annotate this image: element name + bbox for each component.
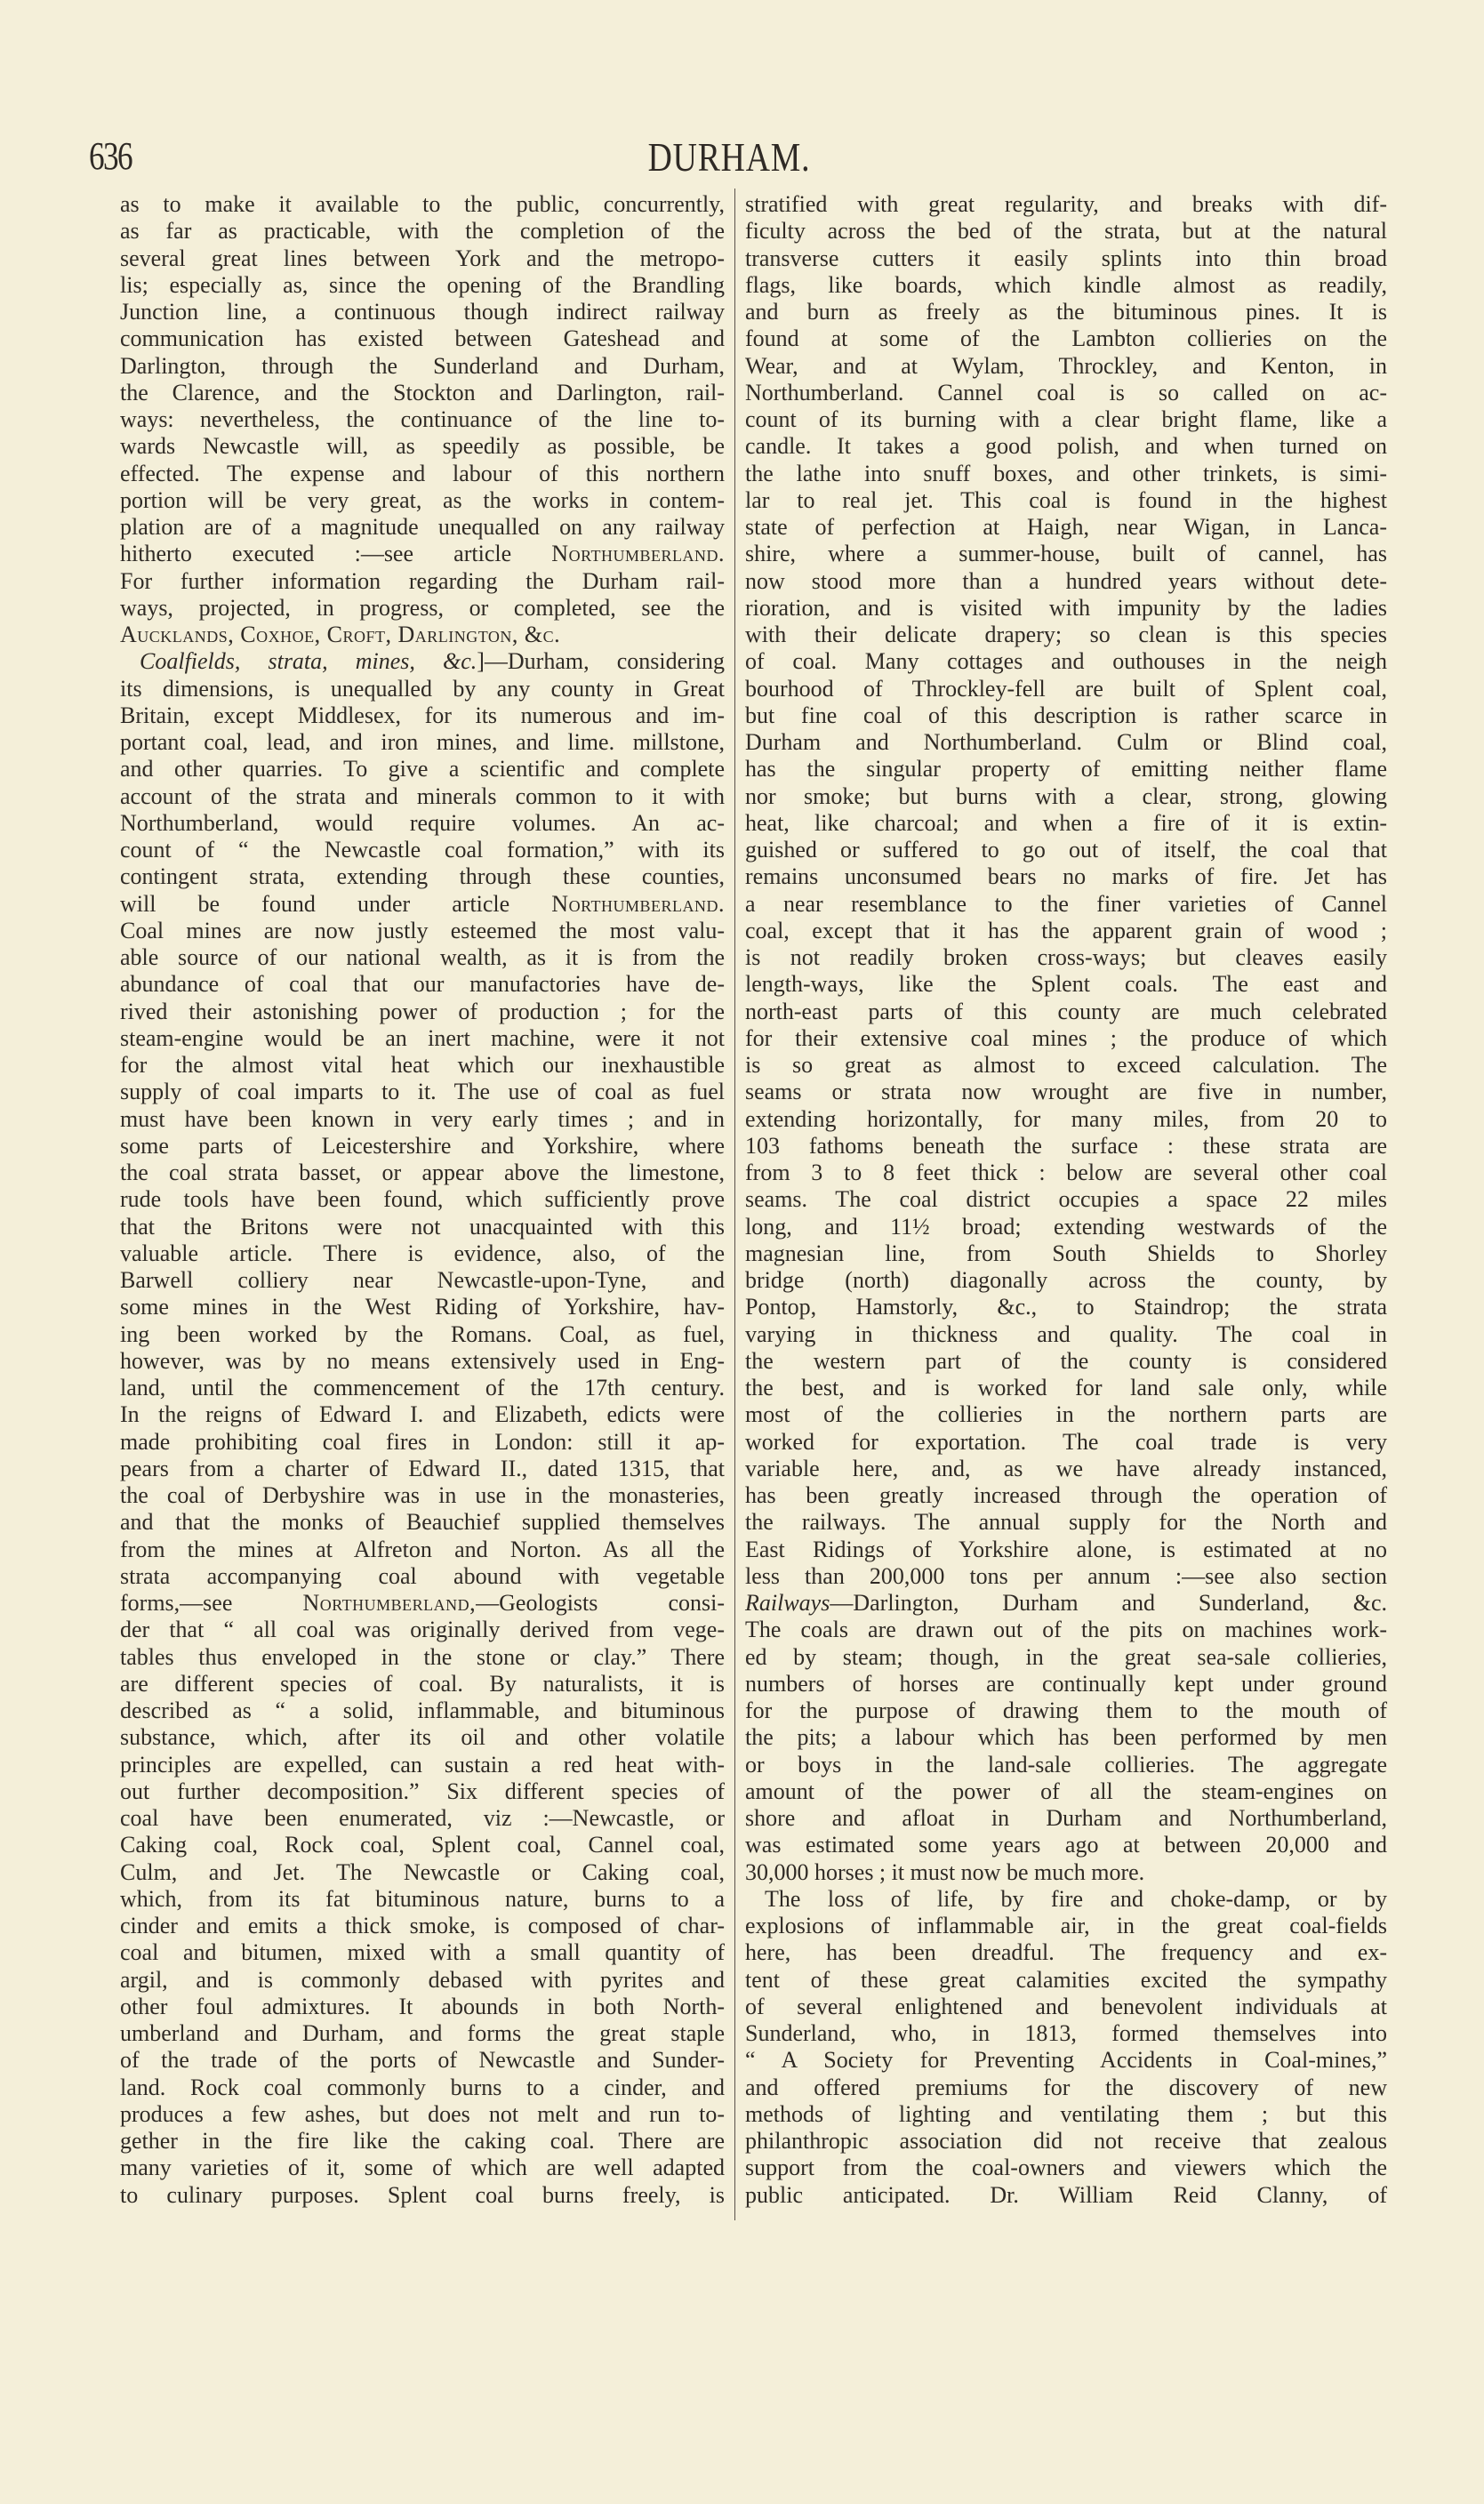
text-line: steam-engine would be an inert machine, were it not bbox=[120, 1024, 725, 1051]
text-line: Darlington, through the Sunderland and Durham, bbox=[120, 352, 725, 379]
text-line: rioration, and is visited with impunity by the ladies bbox=[745, 594, 1387, 621]
text-line: less than 200,000 tons per annum :—see also section bbox=[745, 1562, 1387, 1589]
text-line: “ A Society for Preventing Accidents in Coal-mines,” bbox=[745, 2047, 1387, 2074]
text-span: —Geologists consi- bbox=[476, 1590, 726, 1616]
text-line: The coals are drawn out of the pits on machines work- bbox=[745, 1617, 1387, 1643]
text-line: extending horizontally, for many miles, from 20 to bbox=[745, 1105, 1387, 1132]
text-line: ways, projected, in progress, or completed, see the bbox=[120, 594, 725, 621]
text-line: several great lines between York and the metropo- bbox=[120, 245, 725, 271]
text-line: here, has been dreadful. The frequency and ex- bbox=[745, 1939, 1387, 1966]
text-line: count of its burning with a clear bright flame, like a bbox=[745, 406, 1387, 432]
text-line: variable here, and, as we have already instanced, bbox=[745, 1455, 1387, 1481]
text-line: out further decomposition.” Six different species of bbox=[120, 1778, 725, 1804]
text-line: the western part of the county is considered bbox=[745, 1347, 1387, 1374]
text-line: cinder and emits a thick smoke, is composed of char- bbox=[120, 1913, 725, 1938]
text-line: effected. The expense and labour of this northern bbox=[120, 460, 725, 486]
text-line: gether in the fire like the caking coal. There are bbox=[120, 2128, 725, 2154]
text-line: lar to real jet. This coal is found in the highest bbox=[745, 486, 1387, 513]
text-line: was estimated some years ago at between 20,000 and bbox=[745, 1832, 1387, 1858]
text-column-right bbox=[745, 191, 1387, 2209]
running-head: DURHAM. bbox=[647, 134, 811, 180]
text-line: bourhood of Throckley-fell are built of Splent coal, bbox=[745, 675, 1387, 702]
text-line: principles are expelled, can sustain a red heat with- bbox=[120, 1751, 725, 1778]
text-line: but fine coal of this description is rather scarce in bbox=[745, 702, 1387, 728]
text-line: stratified with great regularity, and breaks with dif- bbox=[745, 191, 1387, 217]
text-line bbox=[120, 891, 725, 918]
text-line bbox=[745, 1859, 1387, 1886]
text-line: philanthropic association did not receive that zealous bbox=[745, 2128, 1387, 2154]
text-line: Caking coal, Rock coal, Splent coal, Cannel coal, bbox=[120, 1832, 725, 1858]
text-line: of the trade of the ports of Newcastle and Sunder- bbox=[120, 2047, 725, 2074]
text-line: 103 fathoms beneath the surface : these strata are bbox=[745, 1132, 1387, 1159]
text-column-left bbox=[120, 191, 725, 2209]
text-line: that the Britons were not unacquainted with this bbox=[120, 1213, 725, 1240]
text-line: Northumberland. Cannel coal is so called on ac- bbox=[745, 379, 1387, 405]
text-line: long, and 11½ broad; extending westwards of the bbox=[745, 1213, 1387, 1240]
text-line: support from the coal-owners and viewers which the bbox=[745, 2155, 1387, 2181]
text-line: or boys in the land-sale collieries. The aggregate bbox=[745, 1751, 1387, 1778]
text-line: a near resemblance to the finer varieties of Cannel bbox=[745, 890, 1387, 917]
text-line: remains unconsumed bears no marks of fire. Jet has bbox=[745, 863, 1387, 890]
text-span: ]—Durham, considering bbox=[477, 648, 725, 675]
text-line: from the mines at Alfreton and Norton. As all the bbox=[120, 1536, 725, 1562]
text-line: other foul admixtures. It abounds in both North- bbox=[120, 1993, 725, 2019]
text-line: rude tools have been found, which sufficiently prove bbox=[120, 1186, 725, 1213]
text-line: shire, where a summer-house, built of cannel, has bbox=[745, 541, 1387, 567]
column-divider bbox=[734, 189, 735, 2220]
text-line: is not readily broken cross-ways; but cleaves easily bbox=[745, 944, 1387, 970]
text-line: its dimensions, is unequalled by any county in Great bbox=[120, 675, 725, 702]
text-line: Wear, and at Wylam, Throckley, and Kenton, in bbox=[745, 352, 1387, 379]
text-line: and other quarries. To give a scientific and complete bbox=[120, 756, 725, 782]
text-line: lis; especially as, since the opening of the Brandling bbox=[120, 271, 725, 298]
text-line: the best, and is worked for land sale only, while bbox=[745, 1375, 1387, 1400]
text-span: forms,—see bbox=[120, 1590, 303, 1616]
text-line: the lathe into snuff boxes, and other trinkets, is simi- bbox=[745, 460, 1387, 486]
text-line: for the almost vital heat which our inexhaustible bbox=[120, 1052, 725, 1078]
text-line: flags, like boards, which kindle almost as readily, bbox=[745, 271, 1387, 298]
text-line: rived their astonishing power of production ; for the bbox=[120, 998, 725, 1024]
text-span: hitherto executed :—see article bbox=[120, 541, 552, 567]
page-number: 636 bbox=[89, 134, 132, 178]
text-line: length-ways, like the Splent coals. The east and bbox=[745, 971, 1387, 998]
text-line: however, was by no means extensively used in Eng- bbox=[120, 1347, 725, 1374]
text-span: —Darlington, Durham and Sunderland, &c. bbox=[830, 1590, 1387, 1616]
italic-heading: Railways bbox=[745, 1590, 830, 1616]
text-line: tent of these great calamities excited the sympathy bbox=[745, 1966, 1387, 1993]
text-line: For further information regarding the Durham rail- bbox=[120, 567, 725, 594]
text-line: the coal of Derbyshire was in use in the monasteries, bbox=[120, 1482, 725, 1508]
text-line: strata accompanying coal abound with vegetable bbox=[120, 1562, 725, 1589]
text-line: candle. It takes a good polish, and when turned on bbox=[745, 433, 1387, 460]
text-line: guished or suffered to go out of itself, the coal that bbox=[745, 837, 1387, 863]
text-line: argil, and is commonly debased with pyrites and bbox=[120, 1966, 725, 1993]
text-line: ways: nevertheless, the continuance of the line to- bbox=[120, 406, 725, 432]
text-line: pears from a charter of Edward II., dated 1315, that bbox=[120, 1455, 725, 1481]
text-line: Durham and Northumberland. Culm or Blind coal, bbox=[745, 729, 1387, 755]
text-line: found at some of the Lambton collieries on the bbox=[745, 325, 1387, 352]
text-line: the Clarence, and the Stockton and Darlington, rail- bbox=[120, 379, 725, 405]
text-line: methods of lighting and ventilating them ; but this bbox=[745, 2100, 1387, 2127]
small-caps-reference: Northumberland. bbox=[551, 890, 725, 917]
text-line: public anticipated. Dr. William Reid Clanny, of bbox=[745, 2181, 1387, 2208]
text-line: varying in thickness and quality. The coal in bbox=[745, 1320, 1387, 1347]
text-line: contingent strata, extending through these counties, bbox=[120, 863, 725, 890]
text-line: wards Newcastle will, as speedily as possible, be bbox=[120, 433, 725, 460]
text-line: to culinary purposes. Splent coal burns freely, is bbox=[120, 2181, 725, 2208]
text-line: with their delicate drapery; so clean is this species bbox=[745, 622, 1387, 647]
text-line: amount of the power of all the steam-engines on bbox=[745, 1778, 1387, 1804]
text-line: seams. The coal district occupies a space 22 miles bbox=[745, 1186, 1387, 1213]
text-line: and offered premiums for the discovery of new bbox=[745, 2074, 1387, 2100]
text-line: made prohibiting coal fires in London: still it ap- bbox=[120, 1428, 725, 1455]
text-line: shore and afloat in Durham and Northumberland, bbox=[745, 1805, 1387, 1831]
text-line: umberland and Durham, and forms the great staple bbox=[120, 2020, 725, 2046]
text-span: 30,000 horses ; it must now be much more. bbox=[745, 1858, 1145, 1885]
text-line: state of perfection at Haigh, near Wigan, in Lanca- bbox=[745, 514, 1387, 540]
text-line: worked for exportation. The coal trade is very bbox=[745, 1428, 1387, 1455]
text-line: north-east parts of this county are much celebrated bbox=[745, 998, 1387, 1024]
text-line bbox=[120, 648, 725, 675]
text-line: must have been known in very early times ; and in bbox=[120, 1105, 725, 1132]
text-line: East Ridings of Yorkshire alone, is estimated at no bbox=[745, 1536, 1387, 1562]
text-line: some parts of Leicestershire and Yorkshire, where bbox=[120, 1132, 725, 1159]
text-line: abundance of coal that our manufactories have de- bbox=[120, 971, 725, 998]
text-line: coal and bitumen, mixed with a small quantity of bbox=[120, 1939, 725, 1966]
text-line: of coal. Many cottages and outhouses in the neigh bbox=[745, 648, 1387, 675]
text-line: the pits; a labour which has been performed by men bbox=[745, 1724, 1387, 1751]
text-line: plation are of a magnitude unequalled on any railway bbox=[120, 514, 725, 540]
text-line: account of the strata and minerals common to it with bbox=[120, 782, 725, 809]
text-line: In the reigns of Edward I. and Elizabeth, edicts were bbox=[120, 1401, 725, 1428]
text-line: heat, like charcoal; and when a fire of it is extin- bbox=[745, 809, 1387, 836]
text-line: Northumberland, would require volumes. An ac- bbox=[120, 809, 725, 836]
text-line: described as “ a solid, inflammable, and bituminous bbox=[120, 1697, 725, 1723]
text-line: portant coal, lead, and iron mines, and lime. millstone, bbox=[120, 729, 725, 755]
text-line: has the singular property of emitting neither flame bbox=[745, 756, 1387, 782]
text-line: as to make it available to the public, concurrently, bbox=[120, 191, 725, 217]
text-line bbox=[120, 541, 725, 567]
text-line: ficulty across the bed of the strata, but at the natural bbox=[745, 218, 1387, 245]
text-line bbox=[120, 1590, 725, 1617]
text-line: now stood more than a hundred years without dete- bbox=[745, 567, 1387, 594]
text-line: substance, which, after its oil and other volatile bbox=[120, 1724, 725, 1751]
text-line: of several enlightened and benevolent individuals at bbox=[745, 1993, 1387, 2019]
text-line: Coal mines are now justly esteemed the most valu- bbox=[120, 917, 725, 943]
text-line: and that the monks of Beauchief supplied themselves bbox=[120, 1509, 725, 1536]
text-line: nor smoke; but burns with a clear, strong, glowing bbox=[745, 782, 1387, 809]
text-line: the railways. The annual supply for the North and bbox=[745, 1509, 1387, 1536]
text-line: Britain, except Middlesex, for its numerous and im- bbox=[120, 702, 725, 728]
text-span: will be found under article bbox=[120, 890, 552, 917]
text-line: are different species of coal. By naturalists, it is bbox=[120, 1670, 725, 1697]
text-line bbox=[745, 1590, 1387, 1617]
text-line: for the purpose of drawing them to the mouth of bbox=[745, 1697, 1387, 1723]
text-line: der that “ all coal was originally derived from vege- bbox=[120, 1617, 725, 1643]
text-line: ing been worked by the Romans. Coal, as fuel, bbox=[120, 1320, 725, 1347]
text-line: Sunderland, who, in 1813, formed themselves into bbox=[745, 2020, 1387, 2046]
text-line: explosions of inflammable air, in the great coal-fields bbox=[745, 1913, 1387, 1938]
text-line bbox=[745, 1886, 1387, 1913]
text-line: seams or strata now wrought are five in number, bbox=[745, 1079, 1387, 1105]
text-line: numbers of horses are continually kept under ground bbox=[745, 1670, 1387, 1697]
text-line: as far as practicable, with the completion of the bbox=[120, 218, 725, 245]
text-line: has been greatly increased through the operation of bbox=[745, 1482, 1387, 1508]
text-line: supply of coal imparts to it. The use of coal as fuel bbox=[120, 1079, 725, 1105]
text-line: magnesian line, from South Shields to Shorley bbox=[745, 1240, 1387, 1266]
text-line: coal have been enumerated, viz :—Newcastle, or bbox=[120, 1805, 725, 1831]
text-line: land, until the commencement of the 17th century. bbox=[120, 1375, 725, 1400]
text-line: and burn as freely as the bituminous pines. It is bbox=[745, 299, 1387, 325]
text-span: The loss of life, by fire and choke-damp, or by bbox=[765, 1885, 1387, 1912]
text-line: land. Rock coal commonly burns to a cinder, and bbox=[120, 2074, 725, 2100]
text-line: some mines in the West Riding of Yorkshire, hav- bbox=[120, 1294, 725, 1320]
text-line: most of the collieries in the northern parts are bbox=[745, 1401, 1387, 1428]
text-line: able source of our national wealth, as it is from the bbox=[120, 944, 725, 970]
text-line: portion will be very great, as the works in contem- bbox=[120, 486, 725, 513]
text-line: count of “ the Newcastle coal formation,” with its bbox=[120, 837, 725, 863]
text-line: Pontop, Hamstorly, &c., to Staindrop; the strata bbox=[745, 1294, 1387, 1320]
text-line: coal, except that it has the apparent grain of wood ; bbox=[745, 917, 1387, 943]
small-caps-reference: Northumberland. bbox=[551, 541, 725, 567]
text-line: is so great as almost to exceed calculation. The bbox=[745, 1052, 1387, 1078]
text-line: Barwell colliery near Newcastle-upon-Tyne, and bbox=[120, 1267, 725, 1293]
text-line: bridge (north) diagonally across the county, by bbox=[745, 1267, 1387, 1293]
italic-heading: Coalfields, strata, mines, &c. bbox=[140, 648, 477, 675]
text-line bbox=[120, 622, 725, 648]
text-line: transverse cutters it easily splints into thin broad bbox=[745, 245, 1387, 271]
text-line: Junction line, a continuous though indirect railway bbox=[120, 299, 725, 325]
text-line: communication has existed between Gateshead and bbox=[120, 325, 725, 352]
text-line: ed by steam; though, in the great sea-sale collieries, bbox=[745, 1643, 1387, 1670]
text-line: from 3 to 8 feet thick : below are several other coal bbox=[745, 1160, 1387, 1185]
text-line: valuable article. There is evidence, also, of the bbox=[120, 1240, 725, 1266]
text-line: which, from its fat bituminous nature, burns to a bbox=[120, 1885, 725, 1912]
text-line: for their extensive coal mines ; the produce of which bbox=[745, 1024, 1387, 1051]
text-line: Culm, and Jet. The Newcastle or Caking coal, bbox=[120, 1858, 725, 1885]
text-line: the coal strata basset, or appear above the limestone, bbox=[120, 1160, 725, 1185]
text-line: tables thus enveloped in the stone or clay.” There bbox=[120, 1643, 725, 1670]
small-caps-reference: Aucklands, Coxhoe, Croft, Darlington, &c. bbox=[120, 622, 561, 647]
text-line: many varieties of it, some of which are well adapted bbox=[120, 2155, 725, 2181]
small-caps-reference: Northumberland, bbox=[302, 1590, 477, 1616]
text-line: produces a few ashes, but does not melt and run to- bbox=[120, 2100, 725, 2127]
